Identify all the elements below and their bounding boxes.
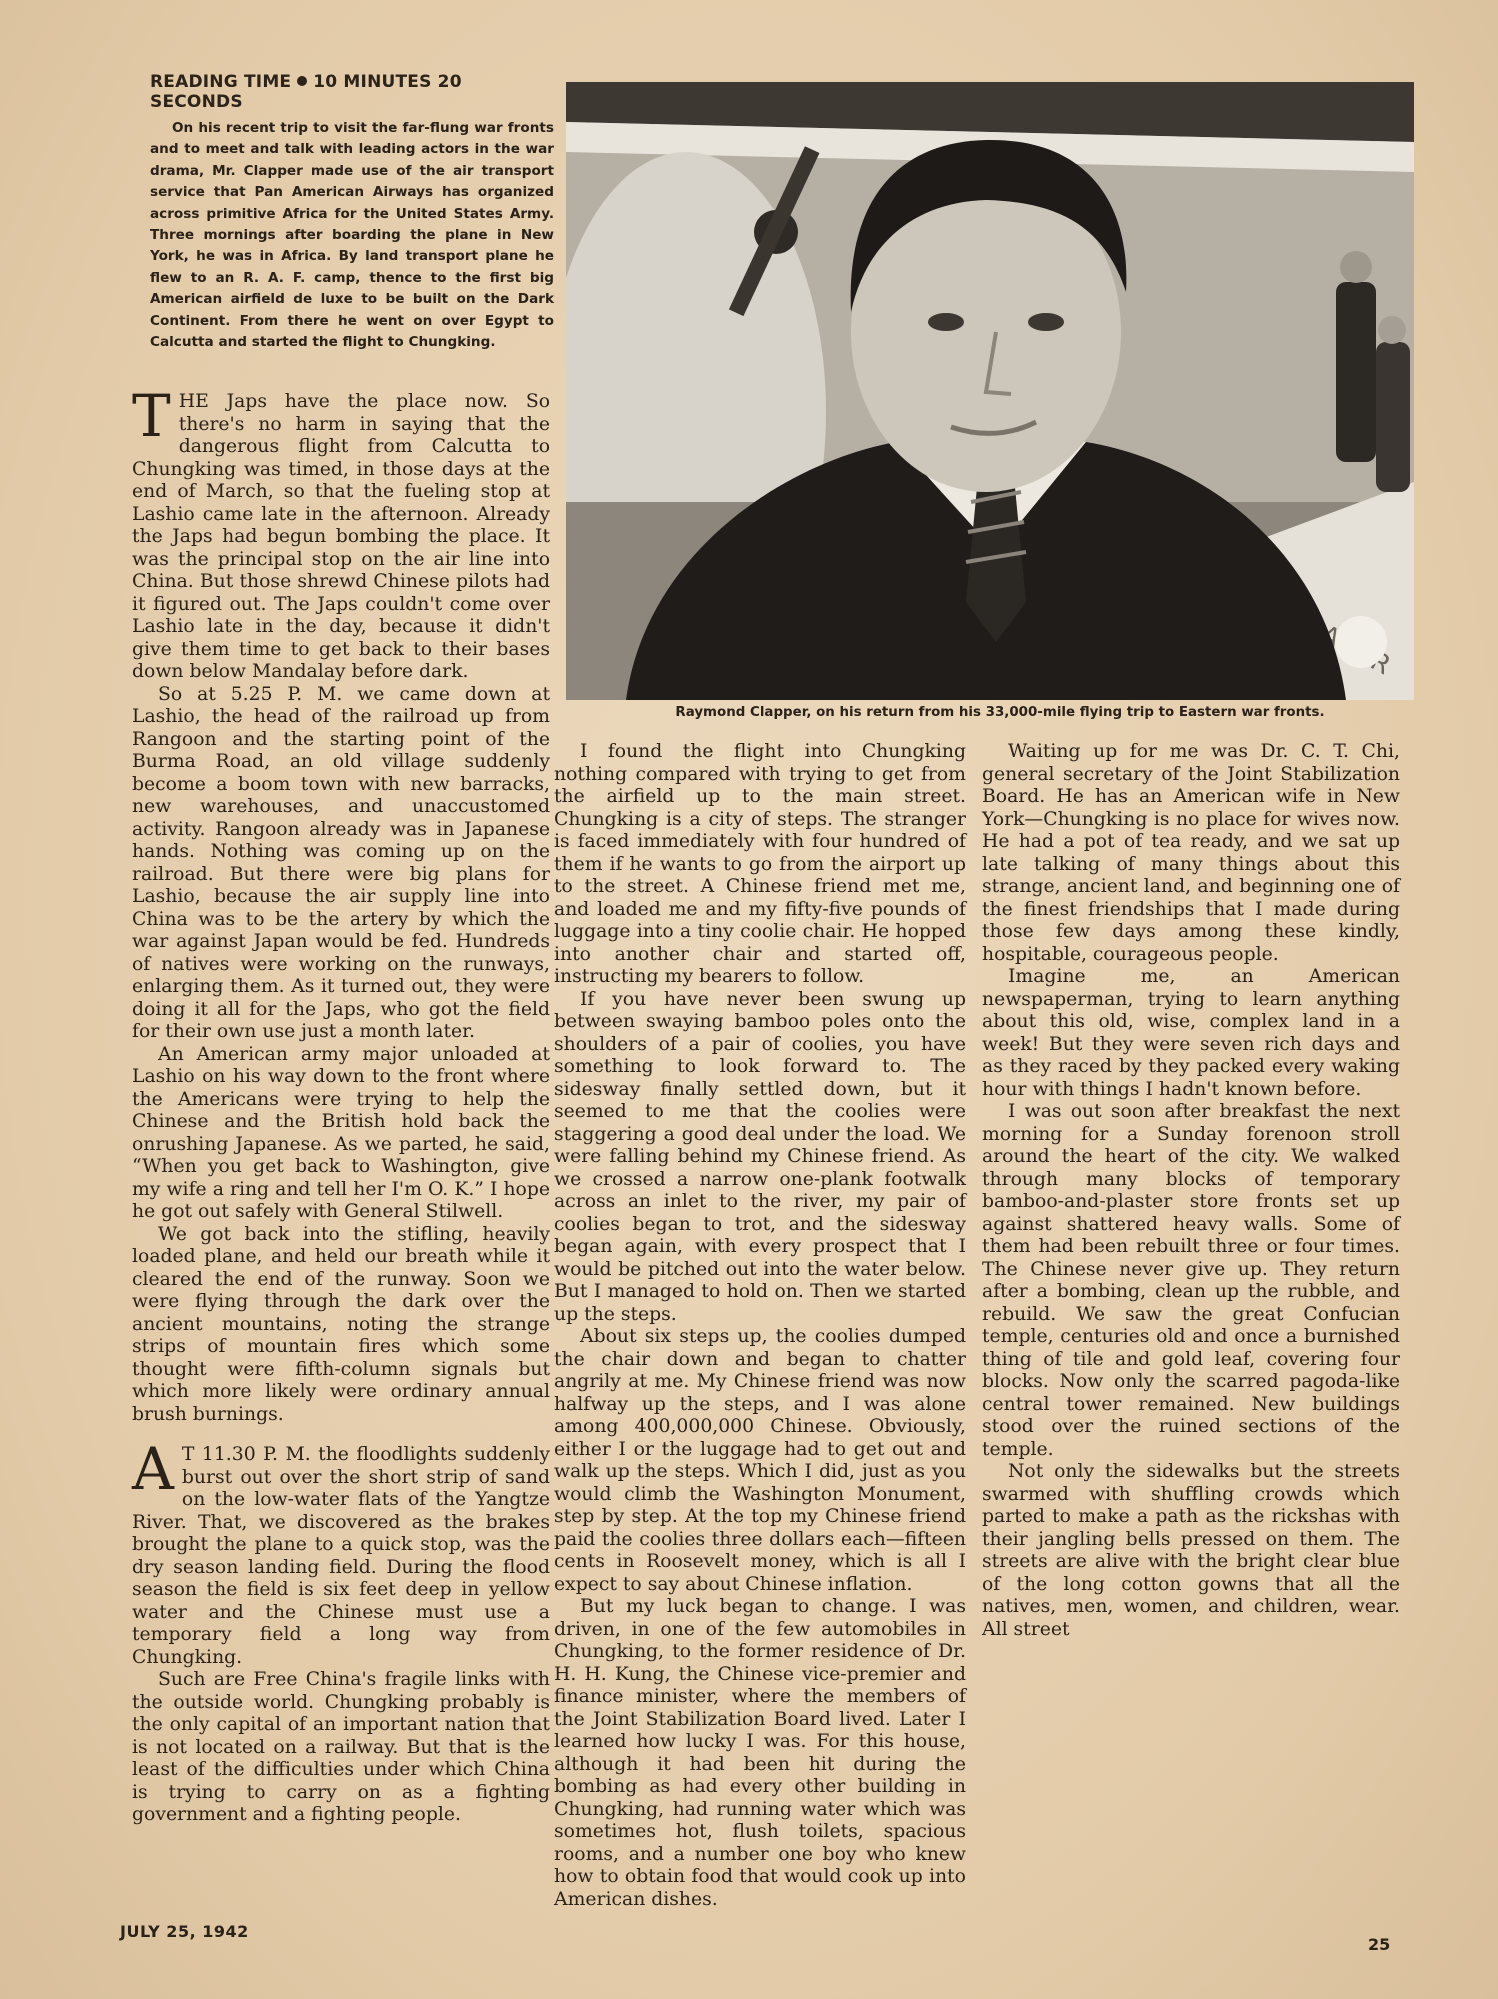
paragraph-3: An American army major unloaded at Lashio on his way down to the front where the Americans were trying to help the Chinese and the British hold back the onrushing Japanese. As we parted, he said, “When you get back to Washington, give my wife a ring and tell her I'm O. K.” I hope he got out safely with General Stilwell. bbox=[132, 1043, 550, 1222]
paragraph-11: Waiting up for me was Dr. C. T. Chi, general secretary of the Joint Stabilization Board. He has an American wife in New York—Chungking is no place for wives now. He had a pot of tea ready, and we sat up late talking of many things about this strange, ancient land, and beginning one of the finest friendships that I made during those few days among these kindly, hospitable, courageous people. bbox=[982, 741, 1400, 965]
paragraph-6: Such are Free China's fragile links with the outside world. Chungking probably is the only capital of an important nation that is not located on a railway. But that is the least of the difficulties under which China is trying to carry on as a fighting government and a fighting people. bbox=[132, 1669, 550, 1825]
paragraph-14: Not only the sidewalks but the streets swarmed with shuffling crowds which parted to make a path as the rickshas with their jangling bells pressed on them. The streets are alive with the bright clear blue of the long cotton gowns that all the natives, men, women, and children, wear. All street bbox=[982, 1461, 1400, 1640]
paragraph-1-text: HE Japs have the place now. So there's no harm in saying that the dangerous flight from Calcutta to Chungking was timed, in those days at the end of March, so that the fueling stop at Lashio came late in the afternoon. Already the Japs had begun bombing the place. It was the principal stop on the air line into China. But those shrewd Chinese pilots had it figured out. The Japs couldn't come over Lashio late in the day, because it didn't give them time to get back to their bases down below Mandalay before dark. bbox=[132, 391, 550, 682]
reading-time bbox=[150, 72, 560, 112]
paragraph-12: Imagine me, an American newspaperman, trying to learn anything about this old, wise, complex land in a week! But they were seven rich days and as they raced by they packed every waking hour with things I hadn't known before. bbox=[982, 966, 1400, 1100]
reading-time-label: READING TIME bbox=[150, 72, 292, 92]
article-photo bbox=[566, 82, 1414, 700]
portrait-illustration bbox=[566, 82, 1414, 700]
paragraph-10: But my luck began to change. I was driven, in one of the few automobiles in Chungking, to the former residence of Dr. H. H. Kung, the Chinese vice-premier and finance minister, where the members of the Joint Stabilization Board lived. Later I learned how lucky I was. For this house, although it had been hit during the bombing as had every other building in Chungking, had running water which was sometimes hot, flush toilets, spacious rooms, and a number one boy who knew how to obtain food that would cook up into American dishes. bbox=[554, 1596, 966, 1910]
paragraph-5 bbox=[132, 1435, 550, 1669]
paragraph-7: I found the flight into Chungking nothing compared with trying to get from the airfield up to the main street. Chungking is a city of steps. The stranger is faced immediately with four hundred of them if he wants to go from the airport up to the street. A Chinese friend met me, and loaded me and my fifty-five pounds of luggage into a tiny coolie chair. He hopped into another chair and started off, instructing my bearers to follow. bbox=[554, 741, 966, 987]
paragraph-9: About six steps up, the coolies dumped the chair down and began to chatter angrily at me. My Chinese friend was now halfway up the steps, and I was alone among 400,000,000 Chinese. Obviously, either I or the luggage had to get out and walk up the steps. Which I did, just as you would climb the Washington Monument, step by step. At the top my Chinese friend paid the coolies three dollars each—fifteen cents in Roosevelt money, which is all I expect to say about Chinese inflation. bbox=[554, 1326, 966, 1595]
paragraph-1 bbox=[132, 382, 550, 684]
article-column-1 bbox=[132, 382, 550, 1827]
bullet-dot-icon bbox=[297, 76, 307, 86]
reading-time-value: 10 MINUTES 20 SECONDS bbox=[150, 72, 462, 112]
paragraph-5-text: T 11.30 P. M. the floodlights suddenly burst out over the short strip of sand on the low-water flats of the Yangtze River. That, we discovered as the brakes brought the plane to a quick stop, was the dry season landing field. During the flood season the field is six feet deep in yellow water and the Chinese must use a temporary field a long way from Chungking. bbox=[132, 1444, 550, 1668]
paragraph-13: I was out soon after breakfast the next morning for a Sunday forenoon stroll around the heart of the city. We walked through many blocks of temporary bamboo-and-plaster store fronts set up against shattered heavy walls. Some of them had been rebuilt three or four times. The Chinese never give up. They return after a bombing, clean up the rubble, and rebuild. We saw the great Confucian temple, centuries old and once a burnished thing of tile and gold leaf, covering four blocks. Now only the scarred pagoda-like central tower remained. New buildings stood over the ruined sections of the temple. bbox=[982, 1101, 1400, 1460]
issue-date: JULY 25, 1942 bbox=[120, 1922, 249, 1941]
article-column-2 bbox=[554, 741, 966, 1911]
paragraph-4: We got back into the stifling, heavily loaded plane, and held our breath while it cleared the end of the runway. Soon we were flying through the dark over the ancient mountains, noting the strange strips of mountain fires which some thought were fifth-column signals but which more likely were ordinary annual brush burnings. bbox=[132, 1223, 550, 1425]
article-column-3 bbox=[982, 741, 1400, 1641]
paragraph-2: So at 5.25 P. M. we came down at Lashio, the head of the railroad up from Rangoon and the starting point of the Burma Road, an old village suddenly become a boom town with new barracks, new warehouses, and unaccustomed activity. Rangoon already was in Japanese hands. Nothing was coming up on the railroad. But there were big plans for Lashio, because the air supply line into China was to be the artery by which the war against Japan would be fed. Hundreds of natives were working on the runways, enlarging them. As it turned out, they were doing it all for the Japs, who got the field for their own use just a month later. bbox=[132, 683, 550, 1042]
photo-caption: Raymond Clapper, on his return from his 33,000-mile flying trip to Eastern war fronts. bbox=[675, 705, 1325, 720]
drop-cap-t: T bbox=[132, 382, 171, 450]
drop-cap-a: A bbox=[132, 1435, 174, 1503]
paragraph-8: If you have never been swung up between swaying bamboo poles onto the shoulders of a pair of coolies, you have something to look forward to. The sidesway finally settled down, but it seemed to me that the coolies were staggering a good deal under the load. We were falling behind my Chinese friend. As we crossed a narrow one-plank footwalk across an inlet to the river, my pair of coolies began to trot, and the sidesway began again, with every prospect that I would be pitched out into the water below. But I managed to hold on. Then we started up the steps. bbox=[554, 988, 966, 1325]
intro-paragraph: On his recent trip to visit the far-flung war fronts and to meet and talk with leading actors in the war drama, Mr. Clapper made use of the air transport service that Pan American Airways has organized across primitive Africa for the United States Army. Three mornings after boarding the plane in New York, he was in Africa. By land transport plane he flew to an R. A. F. camp, thence to the first big American airfield de luxe to be built on the Dark Continent. From there he went on over Egypt to Calcutta and started the flight to Chungking. bbox=[150, 120, 554, 351]
page-number: 25 bbox=[1368, 1935, 1391, 1954]
